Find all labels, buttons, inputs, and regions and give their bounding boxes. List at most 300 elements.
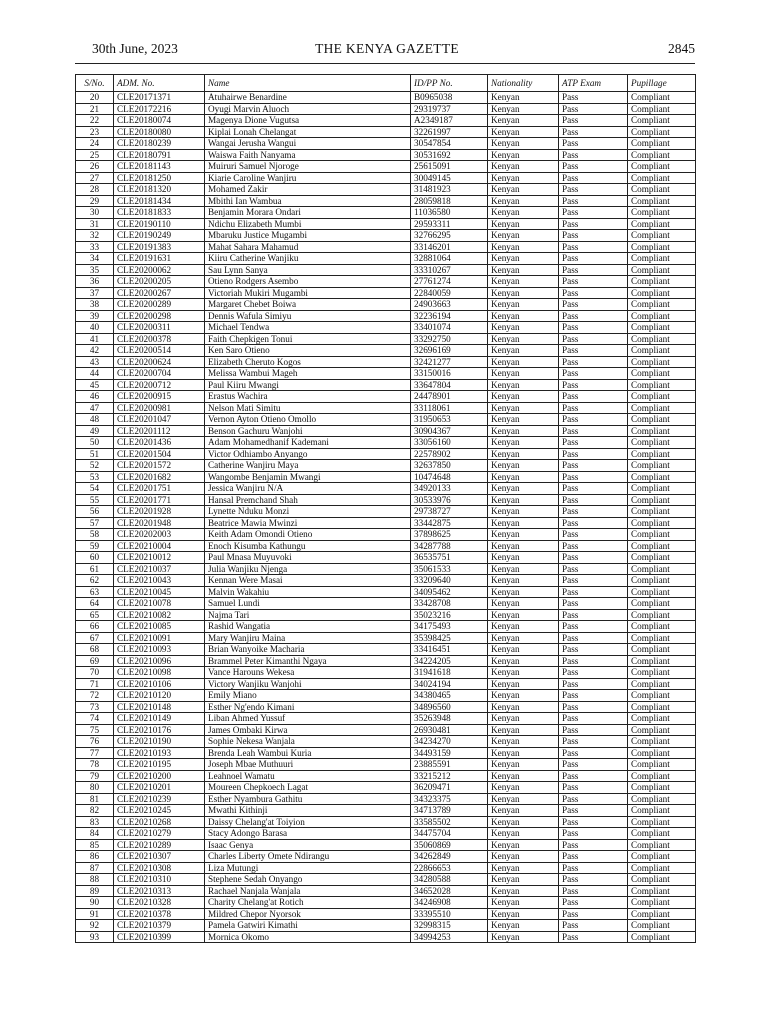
cell-atp-exam: Pass xyxy=(559,747,628,759)
cell-sno: 89 xyxy=(76,885,114,897)
cell-atp-exam: Pass xyxy=(559,816,628,828)
cell-name: Sau Lynn Sanya xyxy=(205,264,411,276)
cell-sno: 76 xyxy=(76,736,114,748)
cell-pupillage: Compliant xyxy=(628,632,696,644)
cell-name: Mohamed Zakir xyxy=(205,184,411,196)
cell-nationality: Kenyan xyxy=(488,724,559,736)
cell-id-pp-no: 35060869 xyxy=(411,839,488,851)
cell-pupillage: Compliant xyxy=(628,391,696,403)
cell-atp-exam: Pass xyxy=(559,230,628,242)
cell-id-pp-no: 31950653 xyxy=(411,414,488,426)
cell-pupillage: Compliant xyxy=(628,437,696,449)
cell-adm-no: CLE20181833 xyxy=(114,207,205,219)
table-row xyxy=(76,816,696,828)
cell-sno: 69 xyxy=(76,655,114,667)
table-row xyxy=(76,908,696,920)
cell-id-pp-no: 34234270 xyxy=(411,736,488,748)
cell-sno: 86 xyxy=(76,851,114,863)
cell-atp-exam: Pass xyxy=(559,333,628,345)
cell-adm-no: CLE20201751 xyxy=(114,483,205,495)
cell-name: Erastus Wachira xyxy=(205,391,411,403)
cell-atp-exam: Pass xyxy=(559,103,628,115)
cell-name: Esther Ng'endo Kimani xyxy=(205,701,411,713)
cell-adm-no: CLE20210148 xyxy=(114,701,205,713)
cell-nationality: Kenyan xyxy=(488,782,559,794)
cell-pupillage: Compliant xyxy=(628,598,696,610)
table-row xyxy=(76,724,696,736)
cell-sno: 83 xyxy=(76,816,114,828)
cell-id-pp-no: 33585502 xyxy=(411,816,488,828)
cell-nationality: Kenyan xyxy=(488,253,559,265)
cell-adm-no: CLE20200062 xyxy=(114,264,205,276)
cell-id-pp-no: 33215212 xyxy=(411,770,488,782)
cell-pupillage: Compliant xyxy=(628,770,696,782)
cell-sno: 32 xyxy=(76,230,114,242)
cell-sno: 34 xyxy=(76,253,114,265)
table-row xyxy=(76,115,696,127)
cell-atp-exam: Pass xyxy=(559,540,628,552)
cell-atp-exam: Pass xyxy=(559,529,628,541)
table-row xyxy=(76,667,696,679)
cell-atp-exam: Pass xyxy=(559,345,628,357)
cell-sno: 30 xyxy=(76,207,114,219)
cell-id-pp-no: 33310267 xyxy=(411,264,488,276)
cell-pupillage: Compliant xyxy=(628,448,696,460)
cell-pupillage: Compliant xyxy=(628,655,696,667)
header-rule xyxy=(75,63,695,64)
cell-sno: 56 xyxy=(76,506,114,518)
cell-id-pp-no: 35061533 xyxy=(411,563,488,575)
cell-name: Victoriah Mukiri Mugambi xyxy=(205,287,411,299)
cell-adm-no: CLE20200514 xyxy=(114,345,205,357)
cell-id-pp-no: 33428708 xyxy=(411,598,488,610)
table-row xyxy=(76,414,696,426)
cell-sno: 79 xyxy=(76,770,114,782)
cell-id-pp-no: 34920133 xyxy=(411,483,488,495)
cell-id-pp-no: 25615091 xyxy=(411,161,488,173)
cell-pupillage: Compliant xyxy=(628,563,696,575)
cell-pupillage: Compliant xyxy=(628,724,696,736)
cell-atp-exam: Pass xyxy=(559,908,628,920)
table-row xyxy=(76,356,696,368)
cell-adm-no: CLE20201771 xyxy=(114,494,205,506)
cell-sno: 46 xyxy=(76,391,114,403)
cell-nationality: Kenyan xyxy=(488,632,559,644)
cell-id-pp-no: 34994253 xyxy=(411,931,488,943)
cell-nationality: Kenyan xyxy=(488,310,559,322)
table-row xyxy=(76,552,696,564)
cell-name: Kiplai Lonah Chelangat xyxy=(205,126,411,138)
cell-sno: 22 xyxy=(76,115,114,127)
cell-id-pp-no: 26930481 xyxy=(411,724,488,736)
cell-name: Mbithi Ian Wambua xyxy=(205,195,411,207)
table-row xyxy=(76,655,696,667)
table-row xyxy=(76,793,696,805)
table-row xyxy=(76,701,696,713)
cell-atp-exam: Pass xyxy=(559,356,628,368)
cell-atp-exam: Pass xyxy=(559,483,628,495)
cell-id-pp-no: 32421277 xyxy=(411,356,488,368)
cell-name: Otieno Rodgers Asembo xyxy=(205,276,411,288)
table-header-row xyxy=(76,75,696,92)
cell-atp-exam: Pass xyxy=(559,379,628,391)
cell-nationality: Kenyan xyxy=(488,368,559,380)
cell-id-pp-no: 35023216 xyxy=(411,609,488,621)
cell-atp-exam: Pass xyxy=(559,667,628,679)
cell-name: Leahnoel Wamatu xyxy=(205,770,411,782)
table-row xyxy=(76,310,696,322)
cell-pupillage: Compliant xyxy=(628,483,696,495)
cell-pupillage: Compliant xyxy=(628,747,696,759)
cell-adm-no: CLE20210012 xyxy=(114,552,205,564)
table-row xyxy=(76,471,696,483)
cell-nationality: Kenyan xyxy=(488,471,559,483)
cell-nationality: Kenyan xyxy=(488,184,559,196)
cell-nationality: Kenyan xyxy=(488,874,559,886)
cell-id-pp-no: 27761274 xyxy=(411,276,488,288)
cell-nationality: Kenyan xyxy=(488,506,559,518)
cell-atp-exam: Pass xyxy=(559,724,628,736)
table-row xyxy=(76,253,696,265)
cell-sno: 66 xyxy=(76,621,114,633)
cell-adm-no: CLE20200704 xyxy=(114,368,205,380)
cell-pupillage: Compliant xyxy=(628,759,696,771)
cell-sno: 52 xyxy=(76,460,114,472)
cell-sno: 70 xyxy=(76,667,114,679)
cell-pupillage: Compliant xyxy=(628,586,696,598)
table-row xyxy=(76,609,696,621)
cell-sno: 71 xyxy=(76,678,114,690)
page-header xyxy=(92,41,695,61)
cell-nationality: Kenyan xyxy=(488,460,559,472)
cell-id-pp-no: 32998315 xyxy=(411,920,488,932)
table-row xyxy=(76,575,696,587)
cell-name: Esther Nyambura Gathitu xyxy=(205,793,411,805)
col-header-atp-exam: ATP Exam xyxy=(559,75,628,92)
cell-id-pp-no: 36535751 xyxy=(411,552,488,564)
cell-id-pp-no: 34095462 xyxy=(411,586,488,598)
cell-pupillage: Compliant xyxy=(628,793,696,805)
cell-pupillage: Compliant xyxy=(628,287,696,299)
table-row xyxy=(76,391,696,403)
table-row xyxy=(76,345,696,357)
cell-adm-no: CLE20210096 xyxy=(114,655,205,667)
cell-pupillage: Compliant xyxy=(628,839,696,851)
cell-sno: 65 xyxy=(76,609,114,621)
cell-pupillage: Compliant xyxy=(628,184,696,196)
cell-adm-no: CLE20191631 xyxy=(114,253,205,265)
cell-name: Mbaruku Justice Mugambi xyxy=(205,230,411,242)
cell-adm-no: CLE20190249 xyxy=(114,230,205,242)
cell-atp-exam: Pass xyxy=(559,862,628,874)
cell-adm-no: CLE20171371 xyxy=(114,92,205,104)
cell-nationality: Kenyan xyxy=(488,644,559,656)
cell-nationality: Kenyan xyxy=(488,862,559,874)
cell-pupillage: Compliant xyxy=(628,529,696,541)
cell-atp-exam: Pass xyxy=(559,655,628,667)
cell-name: Waiswa Faith Nanyama xyxy=(205,149,411,161)
cell-id-pp-no: 33056160 xyxy=(411,437,488,449)
cell-adm-no: CLE20200311 xyxy=(114,322,205,334)
cell-atp-exam: Pass xyxy=(559,460,628,472)
cell-adm-no: CLE20210082 xyxy=(114,609,205,621)
cell-id-pp-no: 33395510 xyxy=(411,908,488,920)
cell-atp-exam: Pass xyxy=(559,701,628,713)
cell-atp-exam: Pass xyxy=(559,218,628,230)
cell-atp-exam: Pass xyxy=(559,897,628,909)
cell-nationality: Kenyan xyxy=(488,701,559,713)
cell-atp-exam: Pass xyxy=(559,759,628,771)
cell-name: Michael Tendwa xyxy=(205,322,411,334)
table-row xyxy=(76,517,696,529)
cell-nationality: Kenyan xyxy=(488,241,559,253)
table-row xyxy=(76,230,696,242)
cell-pupillage: Compliant xyxy=(628,816,696,828)
cell-atp-exam: Pass xyxy=(559,920,628,932)
cell-sno: 50 xyxy=(76,437,114,449)
col-header-sno: S/No. xyxy=(76,75,114,92)
cell-atp-exam: Pass xyxy=(559,471,628,483)
cell-pupillage: Compliant xyxy=(628,517,696,529)
cell-nationality: Kenyan xyxy=(488,138,559,150)
table-row xyxy=(76,287,696,299)
cell-id-pp-no: 10474648 xyxy=(411,471,488,483)
table-row xyxy=(76,241,696,253)
cell-nationality: Kenyan xyxy=(488,115,559,127)
cell-nationality: Kenyan xyxy=(488,563,559,575)
table-row xyxy=(76,276,696,288)
cell-adm-no: CLE20210310 xyxy=(114,874,205,886)
cell-pupillage: Compliant xyxy=(628,782,696,794)
cell-sno: 68 xyxy=(76,644,114,656)
cell-id-pp-no: 35398425 xyxy=(411,632,488,644)
cell-name: Jessica Wanjiru N/A xyxy=(205,483,411,495)
cell-sno: 41 xyxy=(76,333,114,345)
cell-id-pp-no: A2349187 xyxy=(411,115,488,127)
cell-atp-exam: Pass xyxy=(559,586,628,598)
cell-nationality: Kenyan xyxy=(488,678,559,690)
cell-sno: 38 xyxy=(76,299,114,311)
cell-atp-exam: Pass xyxy=(559,678,628,690)
cell-name: Rachael Nanjala Wanjala xyxy=(205,885,411,897)
cell-name: Brian Wanyoike Macharia xyxy=(205,644,411,656)
cell-adm-no: CLE20181434 xyxy=(114,195,205,207)
cell-atp-exam: Pass xyxy=(559,207,628,219)
cell-pupillage: Compliant xyxy=(628,908,696,920)
cell-adm-no: CLE20200981 xyxy=(114,402,205,414)
cell-pupillage: Compliant xyxy=(628,897,696,909)
cell-sno: 37 xyxy=(76,287,114,299)
cell-sno: 47 xyxy=(76,402,114,414)
cell-sno: 93 xyxy=(76,931,114,943)
cell-id-pp-no: 24903663 xyxy=(411,299,488,311)
col-header-name: Name xyxy=(205,75,411,92)
cell-nationality: Kenyan xyxy=(488,529,559,541)
cell-nationality: Kenyan xyxy=(488,816,559,828)
cell-adm-no: CLE20181250 xyxy=(114,172,205,184)
cell-nationality: Kenyan xyxy=(488,586,559,598)
cell-sno: 21 xyxy=(76,103,114,115)
cell-id-pp-no: 32881064 xyxy=(411,253,488,265)
table-row xyxy=(76,126,696,138)
cell-name: Rashid Wangatia xyxy=(205,621,411,633)
col-header-id-pp-no: ID/PP No. xyxy=(411,75,488,92)
cell-name: Stephene Sedah Onyango xyxy=(205,874,411,886)
cell-atp-exam: Pass xyxy=(559,885,628,897)
cell-nationality: Kenyan xyxy=(488,483,559,495)
cell-sno: 84 xyxy=(76,828,114,840)
cell-name: Liban Ahmed Yussuf xyxy=(205,713,411,725)
cell-sno: 62 xyxy=(76,575,114,587)
table-row xyxy=(76,149,696,161)
cell-pupillage: Compliant xyxy=(628,506,696,518)
cell-name: Mahat Sahara Mahamud xyxy=(205,241,411,253)
cell-id-pp-no: 34713789 xyxy=(411,805,488,817)
cell-atp-exam: Pass xyxy=(559,828,628,840)
cell-adm-no: CLE20180074 xyxy=(114,115,205,127)
cell-adm-no: CLE20210043 xyxy=(114,575,205,587)
cell-adm-no: CLE20210378 xyxy=(114,908,205,920)
cell-atp-exam: Pass xyxy=(559,172,628,184)
table-row xyxy=(76,782,696,794)
cell-atp-exam: Pass xyxy=(559,287,628,299)
cell-name: Sophie Nekesa Wanjala xyxy=(205,736,411,748)
cell-name: Kennan Were Masai xyxy=(205,575,411,587)
page-number: 2845 xyxy=(668,41,695,56)
cell-adm-no: CLE20210200 xyxy=(114,770,205,782)
cell-pupillage: Compliant xyxy=(628,103,696,115)
cell-atp-exam: Pass xyxy=(559,805,628,817)
cell-sno: 80 xyxy=(76,782,114,794)
table-row xyxy=(76,494,696,506)
cell-pupillage: Compliant xyxy=(628,609,696,621)
cell-atp-exam: Pass xyxy=(559,598,628,610)
cell-name: Malvin Wakahiu xyxy=(205,586,411,598)
cell-nationality: Kenyan xyxy=(488,793,559,805)
cell-nationality: Kenyan xyxy=(488,621,559,633)
gazette-title: THE KENYA GAZETTE xyxy=(315,41,459,56)
cell-adm-no: CLE20210078 xyxy=(114,598,205,610)
cell-atp-exam: Pass xyxy=(559,149,628,161)
cell-sno: 88 xyxy=(76,874,114,886)
cell-name: Stacy Adongo Barasa xyxy=(205,828,411,840)
cell-atp-exam: Pass xyxy=(559,770,628,782)
table-body xyxy=(76,92,696,943)
cell-sno: 57 xyxy=(76,517,114,529)
col-header-nationality: Nationality xyxy=(488,75,559,92)
cell-name: Isaac Genya xyxy=(205,839,411,851)
cell-nationality: Kenyan xyxy=(488,402,559,414)
cell-name: Wangai Jerusha Wangui xyxy=(205,138,411,150)
table-row xyxy=(76,299,696,311)
table-row xyxy=(76,264,696,276)
cell-pupillage: Compliant xyxy=(628,379,696,391)
cell-pupillage: Compliant xyxy=(628,540,696,552)
cell-name: Margaret Chebet Boiwa xyxy=(205,299,411,311)
cell-sno: 82 xyxy=(76,805,114,817)
cell-id-pp-no: 34175493 xyxy=(411,621,488,633)
cell-id-pp-no: 34262849 xyxy=(411,851,488,863)
cell-atp-exam: Pass xyxy=(559,184,628,196)
cell-nationality: Kenyan xyxy=(488,839,559,851)
cell-id-pp-no: 33292750 xyxy=(411,333,488,345)
cell-atp-exam: Pass xyxy=(559,310,628,322)
cell-id-pp-no: 32696169 xyxy=(411,345,488,357)
cell-nationality: Kenyan xyxy=(488,931,559,943)
cell-pupillage: Compliant xyxy=(628,264,696,276)
cell-id-pp-no: 33401074 xyxy=(411,322,488,334)
cell-id-pp-no: 30531692 xyxy=(411,149,488,161)
cell-sno: 29 xyxy=(76,195,114,207)
table-row xyxy=(76,506,696,518)
cell-nationality: Kenyan xyxy=(488,908,559,920)
cell-adm-no: CLE20210399 xyxy=(114,931,205,943)
cell-sno: 90 xyxy=(76,897,114,909)
cell-atp-exam: Pass xyxy=(559,494,628,506)
cell-pupillage: Compliant xyxy=(628,701,696,713)
cell-id-pp-no: 30049145 xyxy=(411,172,488,184)
cell-adm-no: CLE20201436 xyxy=(114,437,205,449)
cell-id-pp-no: 30547854 xyxy=(411,138,488,150)
table-row xyxy=(76,874,696,886)
col-header-adm-no: ADM. No. xyxy=(114,75,205,92)
cell-name: Charity Chelang'at Rotich xyxy=(205,897,411,909)
cell-adm-no: CLE20210176 xyxy=(114,724,205,736)
cell-id-pp-no: 37898625 xyxy=(411,529,488,541)
cell-adm-no: CLE20201504 xyxy=(114,448,205,460)
cell-id-pp-no: 29319737 xyxy=(411,103,488,115)
cell-atp-exam: Pass xyxy=(559,506,628,518)
cell-name: Catherine Wanjiru Maya xyxy=(205,460,411,472)
cell-atp-exam: Pass xyxy=(559,874,628,886)
cell-sno: 74 xyxy=(76,713,114,725)
cell-atp-exam: Pass xyxy=(559,138,628,150)
cell-name: Kiiru Catherine Wanjiku xyxy=(205,253,411,265)
table-row xyxy=(76,138,696,150)
cell-id-pp-no: 34287788 xyxy=(411,540,488,552)
cell-sno: 53 xyxy=(76,471,114,483)
cell-nationality: Kenyan xyxy=(488,736,559,748)
cell-nationality: Kenyan xyxy=(488,885,559,897)
cell-name: Oyugi Marvin Aluoch xyxy=(205,103,411,115)
cell-name: Enoch Kisumba Kathungu xyxy=(205,540,411,552)
cell-adm-no: CLE20180239 xyxy=(114,138,205,150)
cell-atp-exam: Pass xyxy=(559,253,628,265)
cell-pupillage: Compliant xyxy=(628,115,696,127)
cell-sno: 81 xyxy=(76,793,114,805)
cell-atp-exam: Pass xyxy=(559,793,628,805)
cell-name: Keith Adam Omondi Otieno xyxy=(205,529,411,541)
cell-nationality: Kenyan xyxy=(488,218,559,230)
cell-atp-exam: Pass xyxy=(559,402,628,414)
cell-id-pp-no: 29738727 xyxy=(411,506,488,518)
cell-adm-no: CLE20210239 xyxy=(114,793,205,805)
cell-pupillage: Compliant xyxy=(628,299,696,311)
cell-pupillage: Compliant xyxy=(628,402,696,414)
cell-adm-no: CLE20200712 xyxy=(114,379,205,391)
cell-adm-no: CLE20210313 xyxy=(114,885,205,897)
cell-name: Victor Odhiambo Anyango xyxy=(205,448,411,460)
cell-id-pp-no: 22578902 xyxy=(411,448,488,460)
cell-nationality: Kenyan xyxy=(488,920,559,932)
cell-name: Vance Harouns Wekesa xyxy=(205,667,411,679)
cell-name: Daissy Chelang'at Toiyion xyxy=(205,816,411,828)
cell-id-pp-no: 34896560 xyxy=(411,701,488,713)
cell-nationality: Kenyan xyxy=(488,172,559,184)
cell-adm-no: CLE20181320 xyxy=(114,184,205,196)
cell-sno: 61 xyxy=(76,563,114,575)
cell-adm-no: CLE20210106 xyxy=(114,678,205,690)
